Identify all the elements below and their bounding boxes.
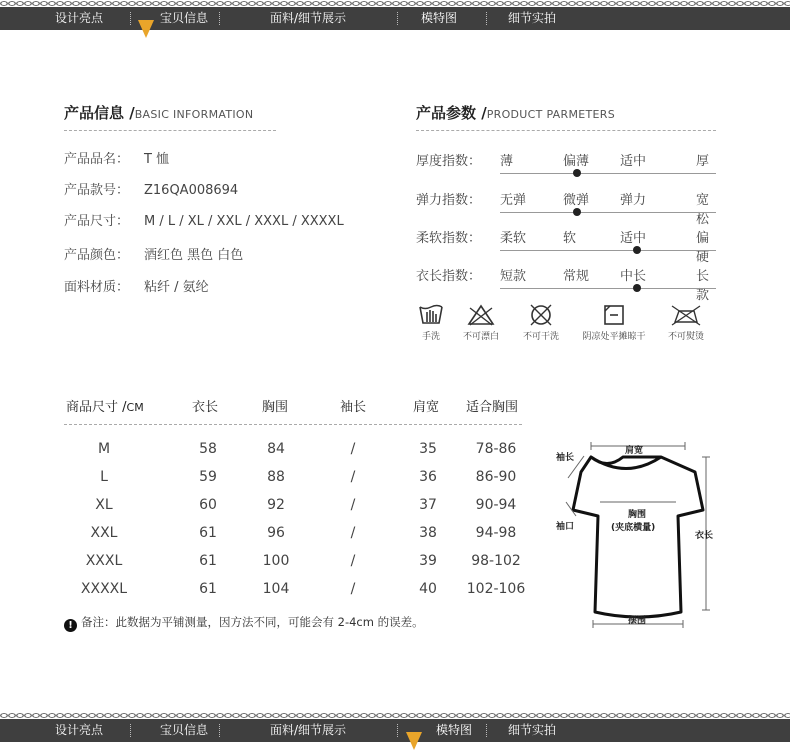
param-option: 柔软 [500,231,527,246]
param-label: 弹力指数： [416,193,482,208]
size-value-cell: 35 [419,441,437,457]
param-option: 宽松 [696,193,710,227]
param-row [416,227,716,265]
care-hand-wash: 手洗 [414,303,448,342]
divider [64,130,276,131]
param-option: 适中 [620,231,647,246]
param-option: 薄 [500,154,514,169]
nav-item-model[interactable]: 模特图 [421,11,458,25]
col-header-shoulder: 肩宽 [413,400,440,415]
param-label: 柔软指数： [416,231,482,246]
size-value-cell: 61 [199,553,217,569]
label-hem: 摆围 [628,616,647,626]
divider [64,424,522,425]
label-cuff: 袖口 [556,522,575,532]
param-option: 适中 [620,154,647,169]
size-value-cell: / [350,581,356,597]
size-value-cell: 40 [419,581,437,597]
size-label-cell: M [97,441,111,457]
size-value-cell: 61 [199,525,217,541]
no-dry-clean-icon [528,303,554,327]
nav-separator [397,12,398,25]
size-value-cell: 94-98 [475,525,517,541]
top-nav [0,0,790,30]
divider [416,130,716,131]
size-value-cell: 78-86 [475,441,517,457]
param-option: 中长 [620,269,647,284]
nav-bar [0,7,790,30]
param-scale-line [500,212,716,213]
nav-item-detail[interactable]: 细节实拍 [508,723,557,737]
info-row-sku: 产品款号： Z16QA008694 [64,183,239,198]
param-scale-line [500,288,716,289]
size-value-cell: 88 [267,469,285,485]
size-value-cell: 98-102 [471,553,521,569]
label-chest: 胸围 [628,510,647,520]
param-option: 弹力 [620,193,647,208]
basic-info-title: 产品信息 /BASIC INFORMATION [64,104,254,122]
nav-item-fabric[interactable]: 面料/细节展示 [270,11,347,25]
warning-icon: ! [64,619,77,632]
param-label: 厚度指数： [416,154,482,169]
size-label-cell: XL [95,497,113,513]
size-value-cell: / [350,441,356,457]
label-chest-sub: (夹底横量) [611,523,656,533]
size-value-cell: 37 [419,497,437,513]
nav-separator [130,724,131,737]
size-value-cell: 90-94 [475,497,517,513]
nav-item-fabric[interactable]: 面料/细节展示 [270,723,347,737]
param-option: 偏硬 [696,231,710,265]
size-value-cell: 100 [262,553,290,569]
care-flat-dry: 阴凉处平摊晾干 [576,303,652,342]
active-marker [406,732,422,750]
param-indicator-dot [633,284,641,292]
param-option: 微弹 [563,193,590,208]
nav-separator [486,724,487,737]
size-value-cell: / [350,497,356,513]
nav-item-info[interactable]: 宝贝信息 [160,11,209,25]
size-value-cell: / [350,469,356,485]
param-indicator-dot [573,169,581,177]
hand-wash-icon [417,303,445,327]
param-indicator-dot [573,208,581,216]
nav-item-model[interactable]: 模特图 [436,723,473,737]
size-value-cell: 102-106 [466,581,526,597]
param-indicator-dot [633,246,641,254]
size-value-cell: 39 [419,553,437,569]
nav-item-design[interactable]: 设计亮点 [55,723,104,737]
nav-item-detail[interactable]: 细节实拍 [508,11,557,25]
size-value-cell: 59 [199,469,217,485]
label-length: 衣长 [695,531,714,541]
param-row [416,150,716,180]
label-sleeve: 袖长 [556,453,575,463]
col-header-chest: 胸围 [262,400,289,415]
nav-separator [397,724,398,737]
param-scale-line [500,173,716,174]
col-header-fit-chest: 适合胸围 [466,400,519,415]
param-row [416,189,716,227]
params-title: 产品参数 /PRODUCT PARMETERS [416,104,615,122]
nav-bar [0,719,790,742]
size-value-cell: 86-90 [475,469,517,485]
param-scale-line [500,250,716,251]
size-table-header: 商品尺寸 /CM [66,400,144,415]
size-note: ! 备注：此数据为平铺测量，因方法不同，可能会有 2-4cm 的误差。 [64,614,424,632]
care-no-dry-clean: 不可干洗 [518,303,564,342]
size-value-cell: 36 [419,469,437,485]
size-label-cell: XXL [90,525,118,541]
chain-border [0,712,790,719]
active-marker [138,20,154,38]
chain-border [0,0,790,7]
size-value-cell: 104 [262,581,290,597]
nav-separator [219,12,220,25]
param-option: 软 [563,231,577,246]
param-label: 衣长指数： [416,269,482,284]
info-row-size: 产品尺寸： M / L / XL / XXL / XXXL / XXXXL [64,214,344,229]
param-option: 长款 [696,269,710,303]
size-label-cell: L [100,469,108,485]
param-option: 厚 [696,154,710,169]
param-option: 短款 [500,269,527,284]
size-label-cell: XXXXL [80,581,128,597]
info-row-color: 产品颜色： 酒红色 黑色 白色 [64,248,244,263]
care-no-iron: 不可熨烫 [662,303,710,342]
param-option: 无弹 [500,193,527,208]
size-value-cell: / [350,525,356,541]
no-bleach-icon [466,303,496,327]
col-header-sleeve: 袖长 [340,400,367,415]
size-value-cell: 38 [419,525,437,541]
label-shoulder: 肩宽 [625,446,644,456]
info-row-material: 面料材质： 粘纤 / 氨纶 [64,280,209,295]
nav-separator [486,12,487,25]
param-option: 偏薄 [563,154,590,169]
size-value-cell: 92 [267,497,285,513]
info-row-name: 产品品名： T 恤 [64,152,170,167]
nav-separator [219,724,220,737]
no-iron-icon [670,303,702,327]
size-value-cell: / [350,553,356,569]
size-value-cell: 61 [199,581,217,597]
size-value-cell: 58 [199,441,217,457]
size-value-cell: 60 [199,497,217,513]
care-no-bleach: 不可漂白 [458,303,504,342]
size-value-cell: 84 [267,441,285,457]
nav-item-design[interactable]: 设计亮点 [55,11,104,25]
flat-dry-shade-icon [601,303,627,327]
param-row [416,265,716,303]
bottom-nav [0,712,790,742]
col-header-length: 衣长 [192,400,219,415]
size-value-cell: 96 [267,525,285,541]
size-label-cell: XXXL [85,553,123,569]
nav-separator [130,12,131,25]
nav-item-info[interactable]: 宝贝信息 [160,723,209,737]
param-option: 常规 [563,269,590,284]
